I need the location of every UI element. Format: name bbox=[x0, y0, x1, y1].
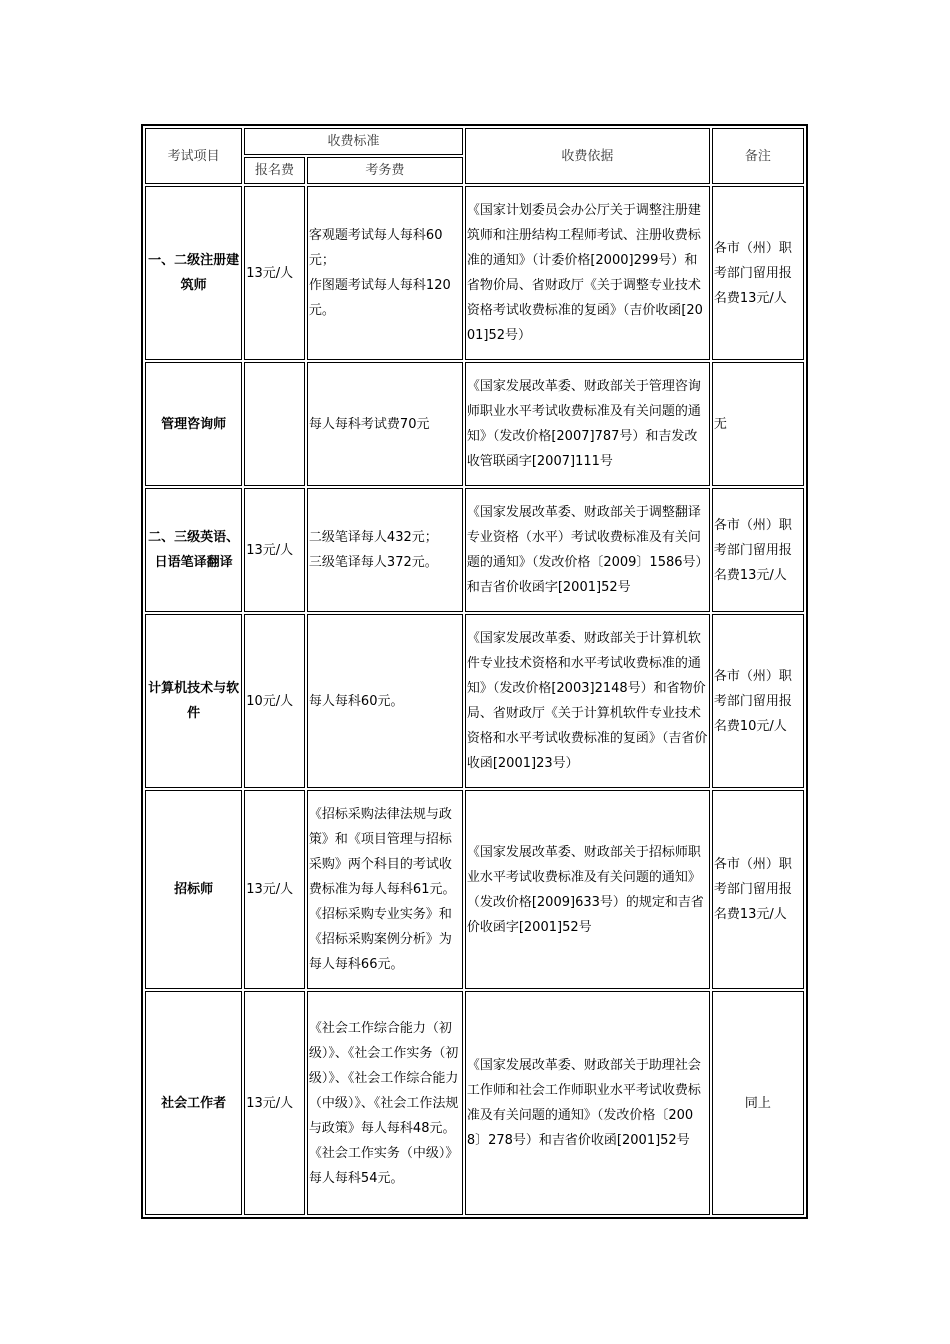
row-name: 招标师 bbox=[145, 790, 242, 989]
row-name: 管理咨询师 bbox=[145, 362, 242, 486]
row-basis: 《国家发展改革委、财政部关于管理咨询师职业水平考试收费标准及有关问题的通知》（发改价格[2007]787号）和吉发改收管联函字[2007]111号 bbox=[465, 362, 710, 486]
header-row bbox=[145, 128, 804, 155]
row-name: 社会工作者 bbox=[145, 991, 242, 1215]
header-registration-fee: 报名费 bbox=[244, 157, 305, 184]
row-basis: 《国家发展改革委、财政部关于助理社会工作师和社会工作师职业水平考试收费标准及有关问题的通知》（发改价格〔2008〕278号）和吉省价收函[2001]52号 bbox=[465, 991, 710, 1215]
row-registration-fee: 10元/人 bbox=[244, 614, 305, 788]
row-exam-fee: 《社会工作综合能力（初级）》、《社会工作实务（初级）》、《社会工作综合能力（中级）》、《社会工作法规与政策》每人每科48元。《社会工作实务（中级）》每人每科54元。 bbox=[307, 991, 463, 1215]
header-exam-fee: 考务费 bbox=[307, 157, 463, 184]
header-remarks: 备注 bbox=[712, 128, 804, 184]
header-basis: 收费依据 bbox=[465, 128, 710, 184]
row-exam-fee: 每人每科60元。 bbox=[307, 614, 463, 788]
row-remarks: 同上 bbox=[712, 991, 804, 1215]
row-basis: 《国家发展改革委、财政部关于调整翻译专业资格（水平）考试收费标准及有关问题的通知》（发改价格〔2009〕1586号）和吉省价收函字[2001]52号 bbox=[465, 488, 710, 612]
row-registration-fee bbox=[244, 362, 305, 486]
row-basis: 《国家发展改革委、财政部关于招标师职业水平考试收费标准及有关问题的通知》（发改价格[2009]633号）的规定和吉省价收函字[2001]52号 bbox=[465, 790, 710, 989]
row-exam-fee: 二级笔译每人432元； 三级笔译每人372元。 bbox=[307, 488, 463, 612]
table-row bbox=[145, 614, 804, 788]
row-name: 计算机技术与软件 bbox=[145, 614, 242, 788]
row-remarks: 各市（州）职考部门留用报名费10元/人 bbox=[712, 614, 804, 788]
row-exam-fee: 每人每科考试费70元 bbox=[307, 362, 463, 486]
table-row bbox=[145, 488, 804, 612]
row-basis: 《国家发展改革委、财政部关于计算机软件专业技术资格和水平考试收费标准的通知》（发改价格[2003]2148号）和省物价局、省财政厅《关于计算机软件专业技术资格和水平考试收费标准的复函》（吉省价收函[2001]23号） bbox=[465, 614, 710, 788]
table-row bbox=[145, 362, 804, 486]
row-remarks: 各市（州）职考部门留用报名费13元/人 bbox=[712, 186, 804, 360]
row-exam-fee: 《招标采购法律法规与政策》和《项目管理与招标采购》两个科目的考试收费标准为每人每科61元。《招标采购专业实务》和《招标采购案例分析》为每人每科66元。 bbox=[307, 790, 463, 989]
header-exam-item: 考试项目 bbox=[145, 128, 242, 184]
table-row bbox=[145, 991, 804, 1215]
row-remarks: 无 bbox=[712, 362, 804, 486]
exam-fee-table bbox=[141, 124, 808, 1219]
table-row bbox=[145, 790, 804, 989]
row-registration-fee: 13元/人 bbox=[244, 186, 305, 360]
row-exam-fee: 客观题考试每人每科60元； 作图题考试每人每科120元。 bbox=[307, 186, 463, 360]
table-row bbox=[145, 186, 804, 360]
row-registration-fee: 13元/人 bbox=[244, 488, 305, 612]
header-fee-standard: 收费标准 bbox=[244, 128, 463, 155]
row-name: 一、二级注册建筑师 bbox=[145, 186, 242, 360]
row-remarks: 各市（州）职考部门留用报名费13元/人 bbox=[712, 790, 804, 989]
row-registration-fee: 13元/人 bbox=[244, 991, 305, 1215]
row-basis: 《国家计划委员会办公厅关于调整注册建筑师和注册结构工程师考试、注册收费标准的通知》（计委价格[2000]299号）和省物价局、省财政厅《关于调整专业技术资格考试收费标准的复函》（吉价收函[2001]52号） bbox=[465, 186, 710, 360]
row-name: 二、三级英语、日语笔译翻译 bbox=[145, 488, 242, 612]
row-remarks: 各市（州）职考部门留用报名费13元/人 bbox=[712, 488, 804, 612]
row-registration-fee: 13元/人 bbox=[244, 790, 305, 989]
